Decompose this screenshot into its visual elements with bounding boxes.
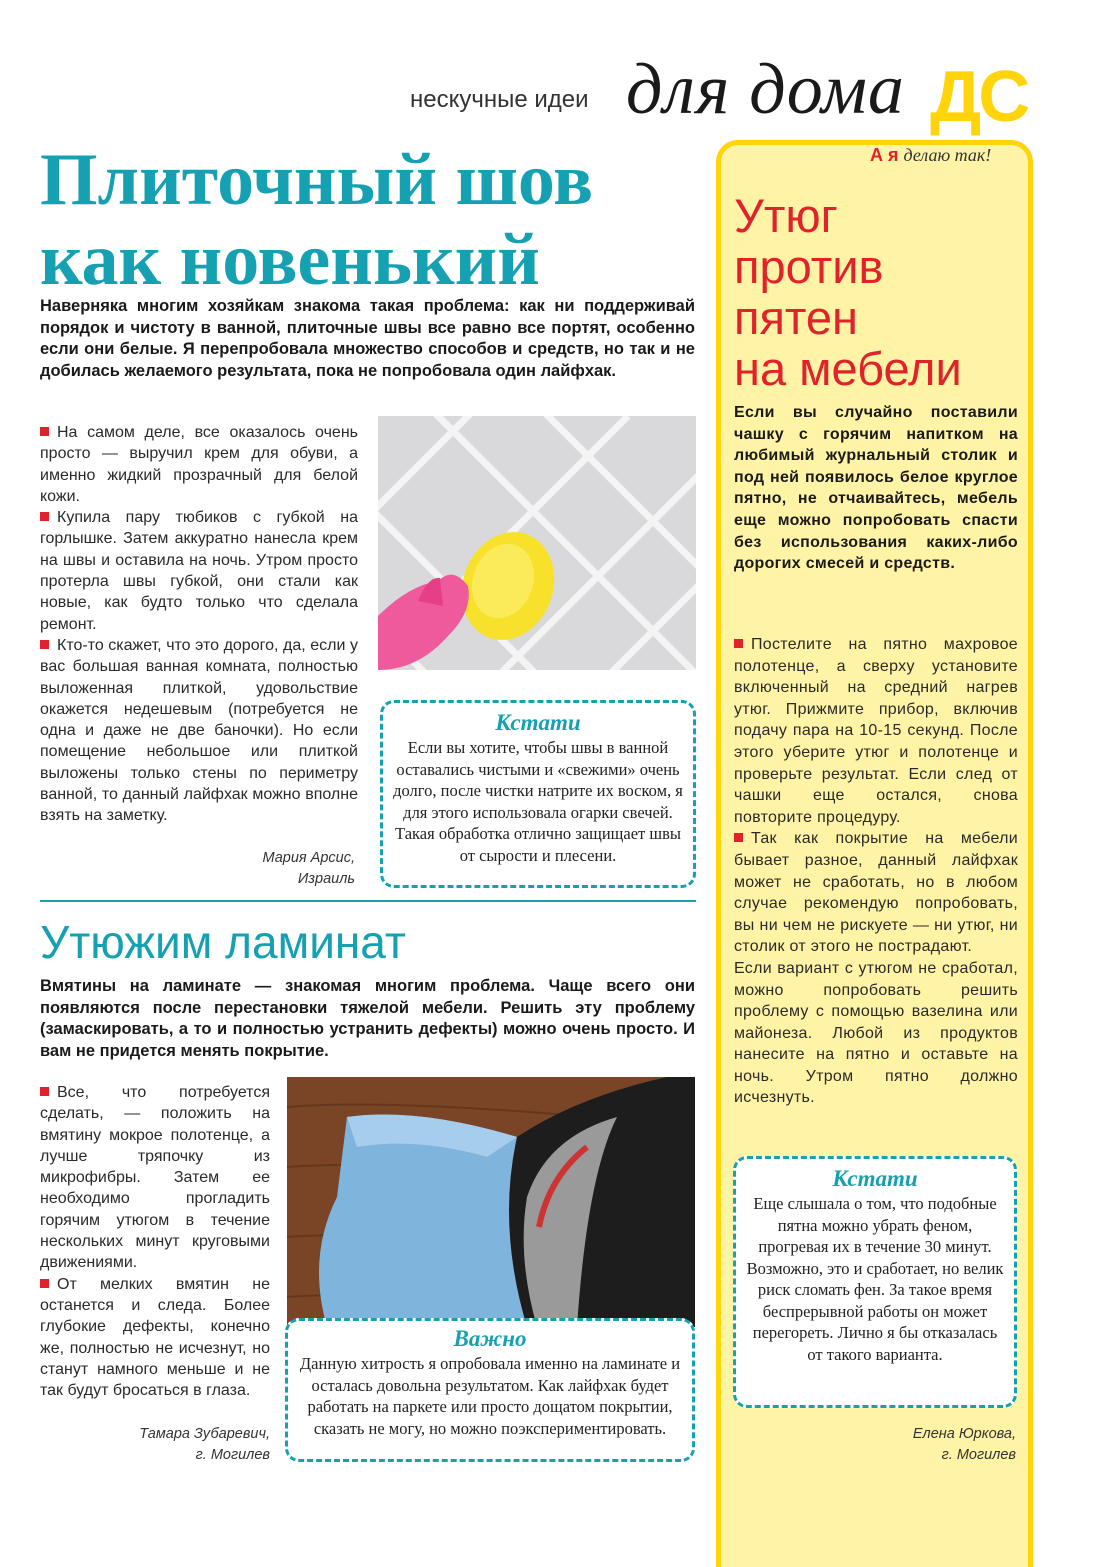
- article1-title: [40, 140, 700, 300]
- article2-note: [285, 1318, 695, 1462]
- author-location: Израиль: [297, 871, 355, 887]
- bullet-icon: [40, 427, 49, 436]
- bullet-icon: [40, 512, 49, 521]
- article1-signature: [180, 848, 355, 890]
- note-heading: Кстати: [495, 710, 581, 735]
- tile-cleaning-photo: [378, 416, 696, 670]
- note-heading: Кстати: [832, 1166, 918, 1191]
- note-text: Если вы хотите, чтобы швы в ванной оставались чистыми и «свежими» очень долго, после чистки натрите их воском, я для этого использовала огарки свечей. Такая обработка отлично защищает швы от сырости и плесени.: [393, 738, 683, 865]
- article2-title: Утюжим ламинат: [40, 916, 406, 968]
- article1-paragraph: Кто-то скажет, что это дорого, да, если у вас большая ванная комната, полностью выложенная плиткой, удовольствие окажется недешевым (потребуется не одна и даже не две баночки). Но если помещение небольшое или плиткой выложены только стены по периметру ванной, то данный лайфхак можно вполне взять на заметку.: [40, 636, 358, 825]
- note-text: Еще слышала о том, что подобные пятна можно убрать феном, прогревая их в течение 30 минут. Возможно, это и сработает, но велик риск сломать фен. За такое время беспрерывной работы он может перегореть. Лично я бы отказалась от такого варианта.: [746, 1194, 1004, 1364]
- magazine-logo: ДС: [930, 57, 1028, 137]
- article2-paragraph: Все, что потребуется сделать, — положить на вмятину мокрое полотенце, а лучше тряпочку из микрофибры. Затем ее необходимо прогладить горячим утюгом в течение нескольких минут круговыми движениями.: [40, 1084, 270, 1272]
- article1-paragraph: Купила пару тюбиков с губкой на горлышке. Затем аккуратно нанесла крем на швы и оставила на ночь. Утром просто протерла швы губкой, они стали как новые, как будто только что сделала ремонт.: [40, 509, 358, 633]
- article1-note: [380, 700, 696, 888]
- sidebar-title: Утюг против пятен на мебели: [734, 189, 962, 395]
- section-subtitle: нескучные идеи: [410, 86, 589, 113]
- author-location: г. Могилев: [941, 1447, 1016, 1463]
- sidebar-paragraph: Постелите на пятно махровое полотенце, а сверху установите включенный на средний нагрев утюг. Прижмите прибор, включив подачу пара на 10-15 секунд. После этого уберите утюг и полотенце и проверьте результат. Если след от чашки еще остался, снова повторите процедуру.: [734, 636, 1018, 826]
- article1-title-line1: Плиточный шов: [40, 139, 594, 221]
- article1-body: [40, 422, 358, 827]
- iron-laminate-illustration: [287, 1077, 695, 1327]
- article1-lead: Наверняка многим хозяйкам знакома такая проблема: как ни поддерживай порядок и чистоту в ванной, плиточные швы все равно все портят, особенно если они белые. Я перепробовала множество способов и средств, но так и не добилась желаемого результата, пока не попробовала один лайфхак.: [40, 297, 695, 380]
- section-divider: [40, 900, 696, 902]
- bullet-icon: [40, 640, 49, 649]
- iron-laminate-photo: [287, 1077, 695, 1327]
- sidebar-paragraph: Так как покрытие на мебели бывает разное, данный лайфхак может не сработать, но в любом случае рекомендую попробовать, вы ни чем не рискуете — ни утюг, ни столик от этого не пострадают.: [734, 830, 1018, 956]
- bullet-icon: [734, 639, 743, 648]
- article1-paragraph: На самом деле, все оказалось очень просто — выручил крем для обуви, а именно жидкий прозрачный для белой кожи.: [40, 424, 358, 505]
- author-name: Елена Юркова,: [912, 1426, 1016, 1442]
- note-heading: Важно: [453, 1326, 527, 1351]
- author-name: Мария Арсис,: [262, 850, 355, 866]
- bullet-icon: [734, 833, 743, 842]
- author-name: Тамара Зубаревич,: [139, 1426, 270, 1442]
- sidebar-lead: Если вы случайно поставили чашку с горячим напитком на любимый журнальный столик и под ней появилось белое круглое пятно, не отчаивайтесь, мебель еще можно попробовать спасти без использования каких-либо дорогих смесей и средств.: [734, 404, 1018, 573]
- bullet-icon: [40, 1279, 49, 1288]
- sidebar-paragraph: Если вариант с утюгом не сработал, можно попробовать решить проблему с помощью вазелина или майонеза. Любой из продуктов нанесите на пятно и оставьте на ночь. Утром пятно должно исчезнуть.: [734, 959, 1018, 1107]
- article2-lead: Вмятины на ламинате — знакомая многим проблема. Чаще всего они появляются после перестановки тяжелой мебели. Решить эту проблему (замаскировать, а то и полностью устранить дефекты) можно очень просто. И вам не придется менять покрытие.: [40, 977, 695, 1060]
- tile-cleaning-illustration: [378, 416, 696, 670]
- author-location: г. Могилев: [195, 1447, 270, 1463]
- sidebar-tag-a: А я: [870, 145, 899, 165]
- note-text: Данную хитрость я опробовала именно на ламинате и осталась довольна результатом. Как лайфхак будет работать на паркете или просто дощатом покрытии, сказать не могу, но можно поэкспериментировать.: [299, 1354, 681, 1438]
- article1-title-line2: как новенький: [40, 219, 540, 301]
- sidebar-body: [734, 634, 1018, 1109]
- sidebar-tag: [870, 144, 991, 166]
- article2-body: [40, 1082, 270, 1401]
- sidebar-signature: [830, 1424, 1016, 1466]
- sidebar-tag-b: делаю так!: [903, 145, 992, 165]
- bullet-icon: [40, 1087, 49, 1096]
- sidebar-note: [733, 1156, 1017, 1408]
- article2-signature: [90, 1424, 270, 1466]
- article2-paragraph: От мелких вмятин не останется и следа. Более глубокие дефекты, конечно же, полностью не исчезнут, но станут намного меньше и не так будут бросаться в глаза.: [40, 1275, 270, 1400]
- section-title: для дома: [626, 49, 905, 129]
